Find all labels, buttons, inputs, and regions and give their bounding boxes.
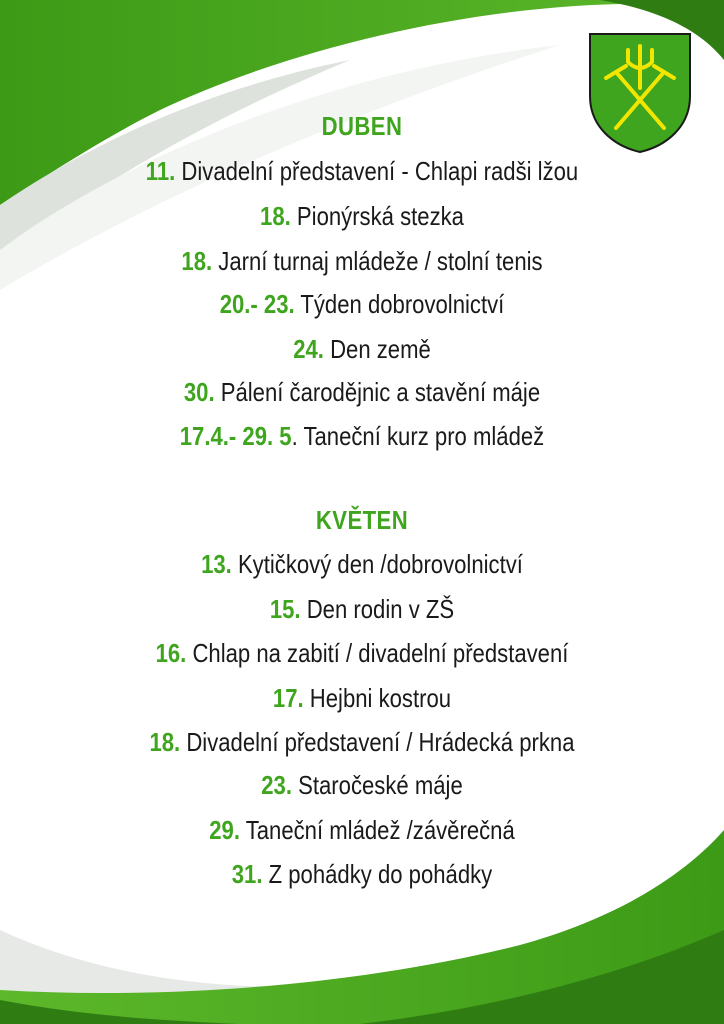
event-title: . Taneční kurz pro mládež bbox=[291, 421, 545, 451]
event-date: 17. bbox=[272, 683, 304, 713]
event-title: Jarní turnaj mládeže / stolní tenis bbox=[212, 246, 543, 276]
event-title: Den země bbox=[323, 334, 431, 364]
event-title: Divadelní představení - Chlapi radši lžou bbox=[175, 156, 579, 186]
event-date: 30. bbox=[183, 377, 215, 407]
event-row bbox=[54, 549, 669, 580]
event-date: 31. bbox=[231, 859, 263, 889]
event-title: Chlap na zabití / divadelní představení bbox=[186, 638, 569, 668]
month-heading-kveten: KVĚTEN bbox=[315, 505, 409, 535]
event-date: 18. bbox=[260, 201, 291, 231]
event-row bbox=[54, 727, 669, 758]
event-row bbox=[54, 201, 669, 232]
event-date: 11. bbox=[145, 156, 176, 186]
event-row bbox=[54, 638, 669, 669]
event-title: Hejbni kostrou bbox=[303, 683, 452, 713]
event-title: Den rodin v ZŠ bbox=[300, 594, 455, 624]
event-title: Taneční mládež /závěrečná bbox=[239, 815, 515, 845]
event-row bbox=[54, 377, 669, 408]
event-row bbox=[54, 421, 669, 452]
event-date: 24. bbox=[293, 334, 324, 364]
event-date: 23. bbox=[261, 770, 292, 800]
event-row bbox=[54, 246, 669, 277]
event-title: Kytičkový den /dobrovolnictví bbox=[231, 549, 523, 579]
event-date: 13. bbox=[201, 549, 232, 579]
event-date: 17.4.- 29. 5 bbox=[179, 421, 292, 451]
event-row bbox=[54, 815, 669, 846]
event-row bbox=[54, 683, 669, 714]
event-row bbox=[54, 156, 669, 187]
event-date: 29. bbox=[209, 815, 240, 845]
event-title: Týden dobrovolnictví bbox=[294, 289, 505, 319]
event-date: 18. bbox=[149, 727, 181, 757]
event-title: Staročeské máje bbox=[291, 770, 463, 800]
event-row bbox=[54, 770, 669, 801]
event-date: 16. bbox=[155, 638, 187, 668]
event-row bbox=[54, 289, 669, 320]
event-title: Pionýrská stezka bbox=[290, 201, 464, 231]
event-row bbox=[54, 859, 669, 890]
event-date: 20.- 23. bbox=[219, 289, 295, 319]
event-title: Z pohádky do pohádky bbox=[262, 859, 493, 889]
month-heading-duben: DUBEN bbox=[321, 111, 403, 141]
event-row bbox=[54, 594, 669, 625]
event-title: Pálení čarodějnic a stavění máje bbox=[214, 377, 541, 407]
event-date: 18. bbox=[181, 246, 213, 276]
event-date: 15. bbox=[269, 594, 301, 624]
event-title: Divadelní představení / Hrádecká prkna bbox=[180, 727, 575, 757]
event-row bbox=[54, 334, 669, 365]
